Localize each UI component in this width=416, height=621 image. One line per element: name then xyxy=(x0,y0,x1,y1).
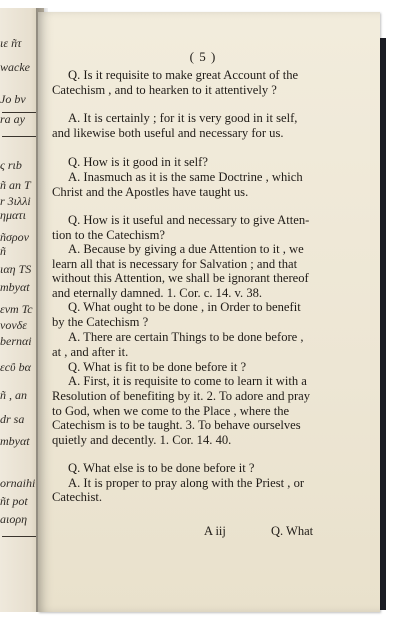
facing-page-rule xyxy=(2,136,36,137)
facing-page-fragment: r 3ιλλi xyxy=(0,194,31,208)
facing-page-fragment: ιε ñτ xyxy=(0,36,22,50)
facing-page-fragment: ornaihi xyxy=(0,476,36,490)
text-line: Catechism is to be taught. 3. To behave ourselves xyxy=(52,418,301,432)
text-line: A. There are certain Things to be done before , xyxy=(68,330,304,344)
text-line: tion to the Catechism? xyxy=(52,228,165,242)
facing-page-fragment: ra ay xyxy=(0,112,25,126)
text-line: without this Attention, we shall be ignorant thereof xyxy=(52,271,309,285)
text-line: at , and after it. xyxy=(52,345,129,359)
facing-page-fragment: mbyαt xyxy=(0,434,30,448)
text-line: Q. What is fit to be done before it ? xyxy=(68,360,247,374)
facing-page-fragment: ñ an T xyxy=(0,178,31,192)
text-line: Resolution of benefiting by it. 2. To adore and pray xyxy=(52,389,311,403)
text-line: A. First, it is requisite to come to learn it with a xyxy=(68,374,307,388)
facing-page-fragment: ñ xyxy=(0,244,6,258)
facing-page-fragment: bernαi xyxy=(0,334,32,348)
facing-page-fragment: νονδε xyxy=(0,318,27,332)
facing-page-rule xyxy=(2,112,36,113)
text-line: Christ and the Apostles have taught us. xyxy=(52,185,249,199)
facing-page-fragment: ñt pot xyxy=(0,494,28,508)
text-line: A. Inasmuch as it is the same Doctrine , which xyxy=(68,170,303,184)
text-line: Catechist. xyxy=(52,490,103,504)
text-line: Q. What ought to be done , in Order to benefit xyxy=(68,300,301,314)
facing-page-fragment: εvm Tc xyxy=(0,302,33,316)
catchword: Q. What xyxy=(271,524,314,538)
text-line: Q. How is it useful and necessary to give Atten- xyxy=(68,213,310,227)
facing-page-fragment: ιαη ΤS xyxy=(0,262,32,276)
text-line: learn all that is necessary for Salvation ; and that xyxy=(52,257,298,271)
text-line: Catechism , and to hearken to it attentively ? xyxy=(52,83,277,97)
text-line: and likewise both useful and necessary for us. xyxy=(52,126,284,140)
page-number: ( 5 ) xyxy=(189,49,217,64)
facing-page-fragment: εcΰ bα xyxy=(0,360,31,374)
text-line: A. It is certainly ; for it is very good in it self, xyxy=(68,111,298,125)
text-line: A. Because by giving a due Attention to it , we xyxy=(68,242,304,256)
facing-page-fragment: mbyαt xyxy=(0,280,30,294)
text-line: by the Catechism ? xyxy=(52,315,149,329)
facing-page-fragment: ηματι xyxy=(0,208,26,222)
facing-page-fragment: Jo bv xyxy=(0,92,26,106)
signature-mark: A iij xyxy=(204,524,226,538)
facing-page-fragment: aιορη xyxy=(0,512,28,526)
text-line: Q. What else is to be done before it ? xyxy=(68,461,255,475)
facing-page-fragment: ñσρον xyxy=(0,230,30,244)
facing-page-fragment: ñ , an xyxy=(0,388,27,402)
facing-page-fragment: ς rιb xyxy=(0,158,22,172)
text-line: Q. Is it requisite to make great Account of the xyxy=(68,68,299,82)
facing-page-fragment: wacke xyxy=(0,60,30,74)
facing-page-rule xyxy=(2,536,36,537)
text-line: Q. How is it good in it self? xyxy=(68,155,208,169)
text-line: to God, when we come to the Place , where the xyxy=(52,404,290,418)
text-line: quietly and decently. 1. Cor. 14. 40. xyxy=(52,433,232,447)
book-page xyxy=(38,12,380,612)
text-line: A. It is proper to pray along with the Priest , or xyxy=(68,476,305,490)
facing-page-fragment: dr sa xyxy=(0,412,25,426)
text-line: and eternally damned. 1. Cor. c. 14. v. 38. xyxy=(52,286,263,300)
